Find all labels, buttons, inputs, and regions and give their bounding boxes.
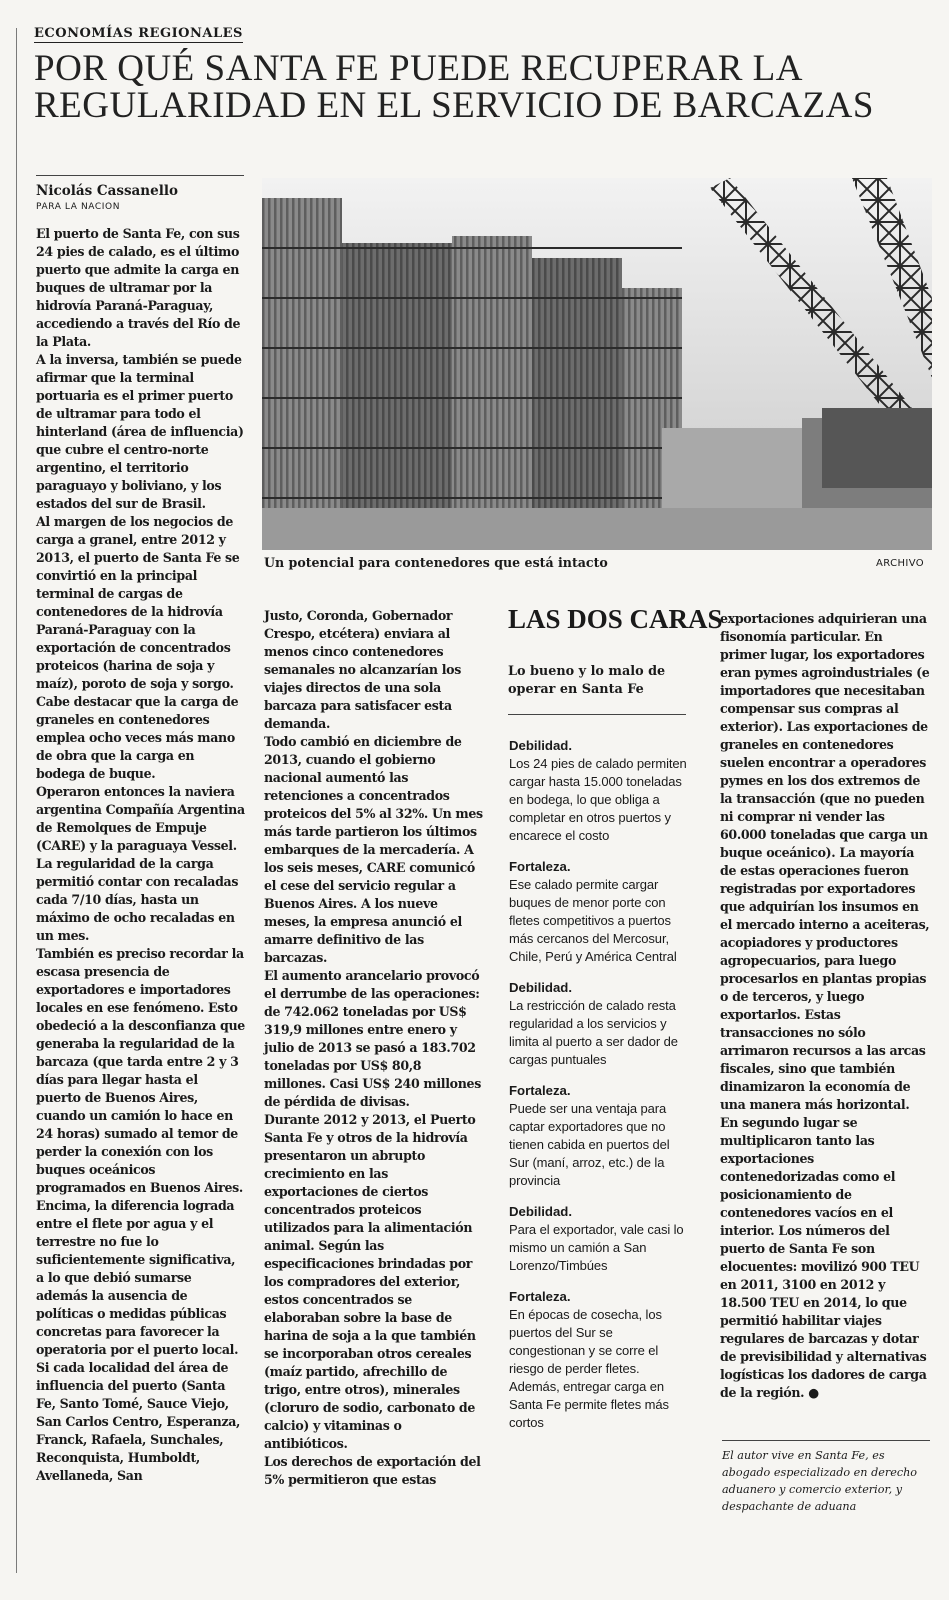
sidebar-item-heading: Debilidad. <box>509 738 573 753</box>
section-label: ECONOMÍAS REGIONALES <box>34 26 243 41</box>
paragraph: El aumento arancelario provocó el derrumbe de las operaciones: de 742.062 toneladas por US$ 319,9 millones entre enero y julio de 2013 se pasó a 183.702 toneladas por US$ 80,8 millones. Casi US$ 240 millones de pérdida de divisas. <box>264 968 481 1109</box>
article-column-4 <box>720 610 932 1402</box>
sidebar-item-text: Ese calado permite cargar buques de menor porte con fletes competitivos a puertos más cercanos del Mercosur, Chile, Perú y América Central <box>509 877 677 964</box>
paragraph: Al margen de los negocios de carga a granel, entre 2012 y 2013, el puerto de Santa Fe se convirtió en la principal terminal de cargas de contenedores de la hidrovía Paraná-Paraguay con la exportación de concentrados proteicos (harina de soja y maíz), poroto de soja y sorgo. <box>36 514 240 691</box>
paragraph: A la inversa, también se puede afirmar que la terminal portuaria es el primer puerto de ultramar para todo el hinterland (área de influencia) que cubre el centro-norte argentino, el territorio paraguayo y boliviano, y los estados del sur de Brasil. <box>36 352 244 511</box>
paragraph: Justo, Coronda, Gobernador Crespo, etcétera) enviara al menos cinco contenedores semanales no alcanzarían los viajes directos de una sola barcaza para satisfacer esta demanda. <box>264 608 461 731</box>
sidebar-item-heading: Fortaleza. <box>509 1083 571 1098</box>
paragraph: Cabe destacar que la carga de graneles en contenedores emplea ocho veces más mano de obra que la carga en bodega de buque. <box>36 694 239 781</box>
sidebar-item-heading: Fortaleza. <box>509 1289 571 1304</box>
paragraph: La regularidad de la carga permitió contar con recaladas cada 7/10 días, hasta un máximo de ocho recaladas en un mes. <box>36 856 239 943</box>
paragraph: Si cada localidad del área de influencia del puerto (Santa Fe, Santo Tomé, Sauce Viejo, San Carlos Centro, Esperanza, Franck, Rafaela, Sunchales, Reconquista, Humboldt, Avellaneda, San <box>36 1360 241 1483</box>
sidebar-item <box>509 979 689 1069</box>
article-column-1 <box>36 225 246 1485</box>
sidebar-subtitle: Lo bueno y lo malo de operar en Santa Fe <box>508 664 666 697</box>
sidebar-item-text: Para el exportador, vale casi lo mismo un camión a San Lorenzo/Timbúes <box>509 1222 684 1273</box>
headline-line-2: REGULARIDAD EN EL SERVICIO DE BARCAZAS <box>34 85 874 126</box>
author-note: El autor vive en Santa Fe, es abogado especializado en derecho aduanero y comercio exterior, y despachante de aduana <box>722 1449 918 1513</box>
author-source: PARA LA NACION <box>36 202 121 212</box>
sidebar-item-heading: Debilidad. <box>509 980 573 995</box>
author-name: Nicolás Cassanello <box>36 183 178 199</box>
paragraph: Todo cambió en diciembre de 2013, cuando el gobierno nacional aumentó las retenciones a concentrados proteicos del 5% al 32%. Un mes más tarde partieron los últimos embarques de la mercadería. A los seis meses, CARE comunicó el cese del servicio regular a Buenos Aires. A los nueve meses, la empresa anunció el amarre definitivo de las barcazas. <box>264 734 483 965</box>
paragraph: El puerto de Santa Fe, con sus 24 pies de calado, es el último puerto que admite la carga en buques de ultramar por la hidrovía Paraná-Paraguay, accediendo a través del Río de la Plata. <box>36 226 241 349</box>
article-photo <box>262 178 932 550</box>
sidebar-item <box>509 1288 689 1432</box>
article-column-2 <box>264 607 484 1489</box>
author-note-rule <box>722 1440 930 1441</box>
byline <box>36 183 178 212</box>
paragraph: Operaron entonces la naviera argentina Compañía Argentina de Remolques de Empuje (CARE) y la paraguaya Vessel. <box>36 784 245 853</box>
port-containers-image <box>262 178 932 550</box>
sidebar-item <box>509 737 689 845</box>
sidebar-title: LAS DOS CARAS <box>508 604 723 634</box>
sidebar-item <box>509 1082 689 1190</box>
paragraph: También es preciso recordar la escasa presencia de exportadores e importadores locales en ese fenómeno. Esto obedeció a la desconfianza que generaba la regularidad de la barcaza (que tarda entre 2 y 3 días para llegar hasta el puerto de Buenos Aires, cuando un camión lo hace en 24 horas) sumado al temor de perder la conexión con los buques oceánicos programados en Buenos Aires. Encima, la diferencia lograda entre el flete por agua y el terrestre no fue lo suficientemente significativa, a lo que debió sumarse además la ausencia de políticas o medidas públicas concretas para favorecer la operatoria por el puerto local. <box>36 946 245 1357</box>
sidebar-item-text: La restricción de calado resta regularidad a los servicios y limita al puerto a ser dador de cargas puntuales <box>509 998 678 1067</box>
sidebar-item-text: Los 24 pies de calado permiten cargar hasta 15.000 toneladas en bodega, lo que obliga a completar en otros puertos y encarece el costo <box>509 756 687 843</box>
sidebar-item-text: En épocas de cosecha, los puertos del Sur se congestionan y se corre el riesgo de perder fletes. Además, entregar carga en Santa Fe permite fletes más cortos <box>509 1307 669 1430</box>
headline-line-1: POR QUÉ SANTA FE PUEDE RECUPERAR LA <box>34 48 804 89</box>
page-edge-line <box>16 28 17 1573</box>
sidebar-item-text: Puede ser una ventaja para captar exportadores que no tienen cabida en puertos del Sur (maní, arroz, etc.) de la provincia <box>509 1101 670 1188</box>
paragraph: Los derechos de exportación del 5% permitieron que estas <box>264 1454 481 1487</box>
paragraph: exportaciones adquirieran una fisonomía particular. En primer lugar, los exportadores eran pymes agroindustriales (e importadores que necesitaban compensar sus compras al exterior). Las exportaciones de graneles en contenedores suelen encontrar a operadores pymes en los dos extremos de la transacción (que no pueden ni comprar ni vender las 60.000 toneladas que carga un buque oceánico). La mayoría de estas operaciones fueron registradas por exportadores que adquirían los insumos en el mercado interno a aceiteras, acopiadores y productores agropecuarios, para luego procesarlos en plantas propias o de terceros, y luego exportarlos. Estas transacciones no sólo arrimaron recursos a las arcas fiscales, sino que también dinamizaron la economía de una manera más horizontal. <box>720 611 930 1112</box>
paragraph: Durante 2012 y 2013, el Puerto Santa Fe y otros de la hidrovía presentaron un abrupto crecimiento en las exportaciones de ciertos concentrados proteicos utilizados para la alimentación animal. Según las especificaciones brindadas por los compradores del exterior, estos concentrados se elaboraban sobre la base de harina de soja a la que también se incorporaban otros cereales (maíz partido, afrechillo de trigo, entre otros), minerales (cloruro de sodio, carbonato de calcio) y vitaminas o antibióticos. <box>264 1112 476 1451</box>
byline-rule <box>36 175 244 176</box>
photo-credit: ARCHIVO <box>876 558 925 569</box>
photo-caption: Un potencial para contenedores que está intacto <box>264 555 608 570</box>
sidebar-list <box>509 737 689 1445</box>
sidebar-item <box>509 1203 689 1275</box>
sidebar-item-heading: Fortaleza. <box>509 859 571 874</box>
paragraph: En segundo lugar se multiplicaron tanto las exportaciones contenedorizadas como el posicionamiento de contenedores vacíos en el interior. Los números del puerto de Santa Fe son elocuentes: movilizó 900 TEU en 2011, 3100 en 2012 y 18.500 TEU en 2014, lo que permitió habilitar viajes regulares de barcazas y dotar de previsibilidad y alternativas logísticas los dadores de carga de la región. ● <box>720 1115 927 1400</box>
headline <box>34 50 914 124</box>
sidebar-item <box>509 858 689 966</box>
sidebar-item-heading: Debilidad. <box>509 1204 573 1219</box>
sidebar-rule <box>508 714 686 715</box>
